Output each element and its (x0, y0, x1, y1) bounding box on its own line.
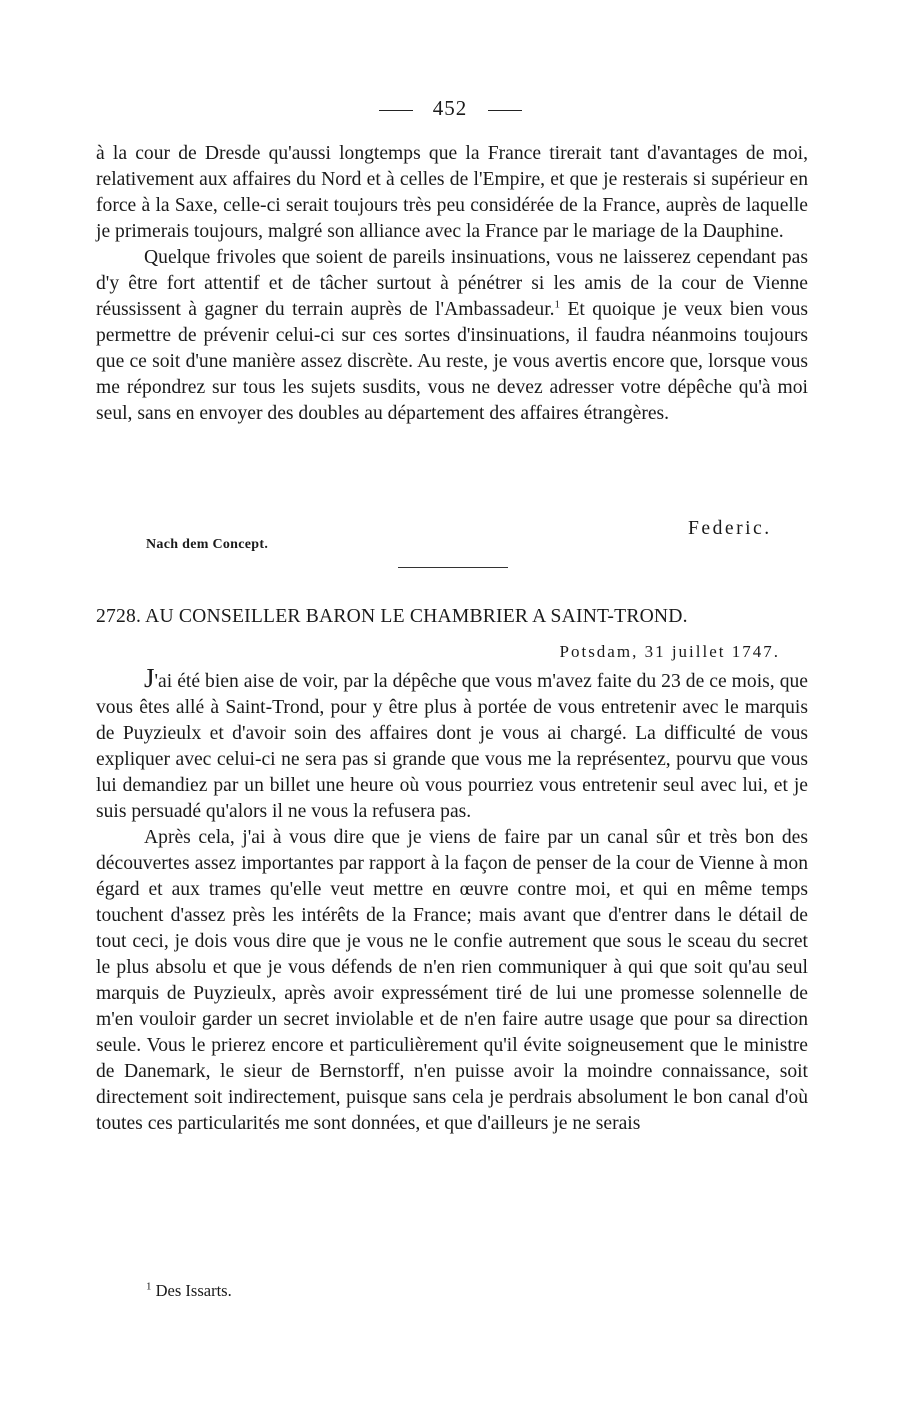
letter-two-paragraph-2: Après cela, j'ai à vous dire que je viens de faire par un canal sûr et très bon des découvertes assez importantes par rapport à la façon de penser de la cour de Vienne à mon égard et aux trames qu'elle veut mettre en œuvre contre moi, et qui en même temps touchent d'assez près les intérêts de la France; mais avant que d'entrer dans le détail de tout ceci, je dois vous dire que je vous ne le confie autrement que sous le sceau du secret le plus absolu et que je vous défends de n'en rien communiquer à qui que soit qu'au seul marquis de Puyzieulx, après avoir expressément tiré de lui une promesse solennelle de m'en vouloir garder un secret inviolable et de n'en faire autre usage que pour sa direction seule. Vous le prierez encore et particulièrement qu'il évite soigneusement que le ministre de Danemark, le sieur de Bernstorff, n'en puisse avoir la moindre connaissance, soit directement soit indirectement, puisque sans cela je perdrais absolument le bon canal d'où toutes ces particularités me sont données, et que d'ailleurs je ne serais (96, 827, 808, 1134)
source-note: Nach dem Concept. (146, 537, 269, 552)
footnote-reference: 1 (554, 298, 561, 311)
section-divider (398, 567, 508, 568)
footnote-text: Des Issarts. (155, 1281, 232, 1300)
letter-two-body (96, 663, 808, 1137)
letter-one-paragraph-2 (96, 245, 808, 427)
drop-cap: J (144, 663, 155, 693)
letter-one-paragraph-2-part-1: Quelque frivoles que soient de pareils insinuations, vous ne laisserez cependant pas d'y être fort attentif et de tâcher surtout à pénétrer si les amis de la cour de Vienne réussissent à gagner du terrain auprès de l'Ambassadeur. (96, 247, 808, 320)
header-rule-right (488, 110, 522, 111)
signature: Federic. (688, 518, 772, 539)
letter-two-paragraph-1 (96, 663, 808, 825)
header-rule-left (379, 110, 413, 111)
letter-one-paragraph-2-part-2: Et quoique je veux bien vous permettre de prévenir celui-ci sur ces sortes d'insinuations, il faudra néanmoins toujours que ce soit d'une manière assez discrète. Au reste, je vous avertis encore que, lorsque vous me répondrez sur tous les sujets susdits, vous ne devez adresser votre dépêche qu'à moi seul, sans en envoyer des doubles au département des affaires étrangères. (96, 299, 809, 424)
document-heading: 2728. AU CONSEILLER BARON LE CHAMBRIER A SAINT-TROND. (96, 606, 688, 627)
footnote-marker: 1 (146, 1280, 152, 1293)
letter-one-paragraph-1: à la cour de Dresde qu'aussi longtemps que la France tirerait tant d'avantages de moi, relativement aux affaires du Nord et à celles de l'Empire, et que je resterais si supérieur en force à la Saxe, celle-ci serait toujours très peu considérée de la France, auprès de laquelle je primerais toujours, malgré son alliance avec la France par le mariage de la Dauphine. (96, 143, 808, 242)
letter-one-body (96, 141, 808, 427)
page-header (0, 96, 900, 121)
dateline: Potsdam, 31 juillet 1747. (559, 642, 780, 661)
footnote (146, 1281, 232, 1301)
letter-two-paragraph-1-text: 'ai été bien aise de voir, par la dépêche que vous m'avez faite du 23 de ce mois, que vous êtes allé à Saint-Trond, pour y être plus à portée de vous entretenir avec le marquis de Puyzieulx et d'avoir soin des affaires dont je vous ai chargé. La difficulté de vous expliquer avec celui-ci ne sera pas si grande que vous me la représentez, pourvu que vous lui demandiez par un billet une heure où vous pourriez vous entretenir seul avec lui, et je suis persuadé qu'alors il ne vous la refusera pas. (96, 671, 808, 822)
page-number: 452 (432, 96, 468, 120)
